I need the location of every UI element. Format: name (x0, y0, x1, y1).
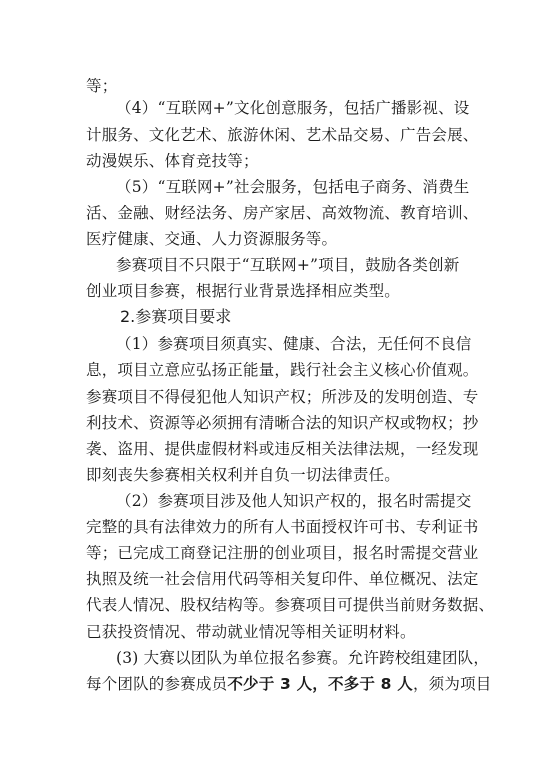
paragraph-line: 利技术、资源等必须拥有清晰合法的知识产权或物权；抄 (86, 414, 479, 432)
paragraph-line: （4）“互联网+”文化创意服务，包括广播影视、设 (116, 99, 470, 117)
paragraph-line: 等； (86, 77, 118, 95)
paragraph-line: (3) 大赛以团队为单位报名参赛。允许跨校组建团队， (116, 649, 490, 667)
paragraph-line: 等；已完成工商登记注册的创业项目，报名时需提交营业 (86, 544, 479, 562)
paragraph-line (86, 674, 492, 694)
section-heading: 2.参赛项目要求 (120, 307, 232, 326)
paragraph-line: 执照及统一社会信用代码等相关复印件、单位概况、法定 (86, 570, 479, 588)
paragraph-line: 活、金融、财经法务、房产家居、高效物流、教育培训、 (86, 204, 479, 222)
paragraph-line: （2）参赛项目涉及他人知识产权的，报名时需提交 (116, 492, 472, 510)
paragraph-line: 计服务、文化艺术、旅游休闲、艺术品交易、广告会展、 (86, 126, 479, 144)
paragraph-line: 医疗健康、交通、人力资源服务等。 (86, 230, 338, 248)
paragraph-line: （5）“互联网+”社会服务，包括电子商务、消费生 (116, 178, 470, 196)
paragraph-line: 动漫娱乐、体育竞技等； (86, 152, 259, 170)
text-run: 每个团队的参赛成员 (86, 675, 228, 693)
paragraph-line: 息，项目立意应弘扬正能量，践行社会主义核心价值观。 (86, 361, 479, 379)
paragraph-line: 完整的具有法律效力的所有人书面授权许可书、专利证书 (86, 518, 479, 536)
paragraph-line: 参赛项目不得侵犯他人知识产权；所涉及的发明创造、专 (86, 388, 479, 406)
paragraph-line: 袭、盗用、提供虚假材料或违反相关法律法规，一经发现 (86, 440, 479, 458)
paragraph-line: （1）参赛项目须真实、健康、合法，无任何不良信 (116, 335, 472, 353)
paragraph-line: 即刻丧失参赛相关权利并自负一切法律责任。 (86, 466, 401, 484)
paragraph-line: 创业项目参赛，根据行业背景选择相应类型。 (86, 282, 401, 300)
paragraph-line: 代表人情况、股权结构等。参赛项目可提供当前财务数据、 (86, 596, 495, 614)
emphasized-text: 不少于 3 人，不多于 8 人 (227, 675, 413, 693)
paragraph-line: 已获投资情况、带动就业情况等相关证明材料。 (86, 623, 416, 641)
paragraph-line: 参赛项目不只限于“互联网+”项目，鼓励各类创新 (116, 256, 460, 274)
text-run: ，须为项目 (412, 675, 492, 693)
